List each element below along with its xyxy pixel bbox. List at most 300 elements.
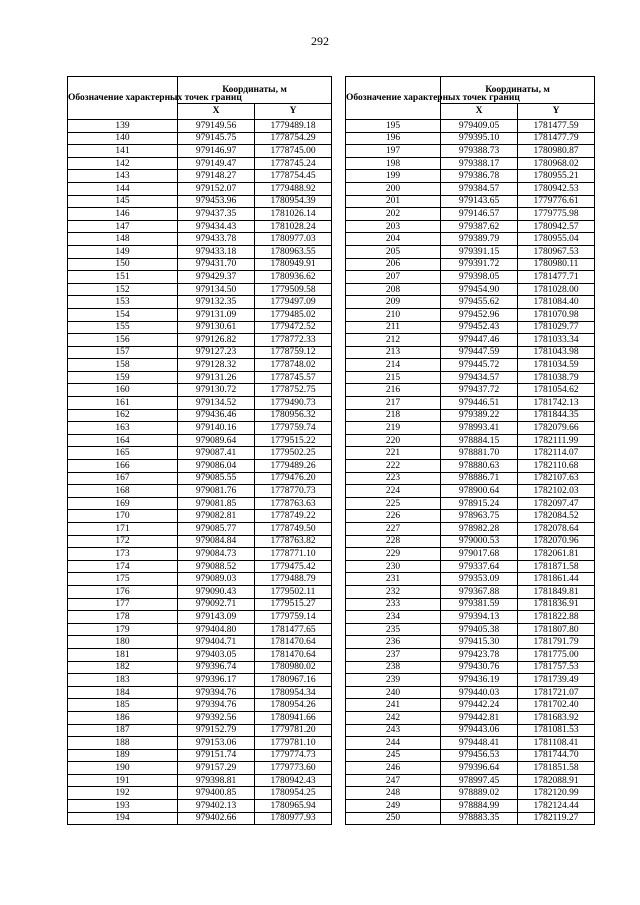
y-coordinate-cell: 1781070.98: [518, 308, 595, 321]
y-coordinate-cell: 1779489.18: [255, 120, 332, 133]
point-number-cell: 165: [68, 447, 178, 460]
x-coordinate-cell: 979084.84: [178, 535, 255, 548]
point-number-cell: 199: [346, 170, 441, 183]
point-number-cell: 217: [346, 397, 441, 410]
point-number-cell: 241: [346, 699, 441, 712]
y-coordinate-cell: 1779775.98: [518, 208, 595, 221]
table-row: [68, 271, 332, 284]
point-number-cell: 187: [68, 724, 178, 737]
y-coordinate-cell: 1781477.65: [255, 623, 332, 636]
table-row: [346, 195, 595, 208]
point-number-cell: 171: [68, 523, 178, 536]
x-coordinate-cell: 979396.74: [178, 661, 255, 674]
table-row: [346, 573, 595, 586]
y-coordinate-cell: 1780949.91: [255, 258, 332, 271]
y-coordinate-cell: 1781038.79: [518, 371, 595, 384]
y-coordinate-cell: 1781043.98: [518, 346, 595, 359]
x-coordinate-cell: 978880.63: [441, 460, 518, 473]
table-row: [68, 573, 332, 586]
x-coordinate-cell: 979353.09: [441, 573, 518, 586]
point-number-cell: 225: [346, 497, 441, 510]
x-coordinate-cell: 979447.59: [441, 346, 518, 359]
table-row: [68, 724, 332, 737]
header-point-label: Обозначение характерных точек границ: [346, 77, 441, 120]
point-number-cell: 142: [68, 157, 178, 170]
table-row: [68, 472, 332, 485]
y-coordinate-cell: 1782107.63: [518, 472, 595, 485]
point-number-cell: 243: [346, 724, 441, 737]
table-row: [68, 699, 332, 712]
point-number-cell: 216: [346, 384, 441, 397]
table-row: [68, 535, 332, 548]
x-coordinate-cell: 979440.03: [441, 686, 518, 699]
table-row: [346, 258, 595, 271]
table-row: [346, 737, 595, 750]
table-row: [346, 346, 595, 359]
x-coordinate-cell: 979152.79: [178, 724, 255, 737]
x-coordinate-cell: 979446.51: [441, 397, 518, 410]
x-coordinate-cell: 979391.15: [441, 245, 518, 258]
y-coordinate-cell: 1778745.57: [255, 371, 332, 384]
point-number-cell: 228: [346, 535, 441, 548]
table-row: [68, 371, 332, 384]
table-row: [346, 283, 595, 296]
point-number-cell: 167: [68, 472, 178, 485]
table-row: [346, 182, 595, 195]
y-coordinate-cell: 1779509.58: [255, 283, 332, 296]
table-row: [68, 623, 332, 636]
y-coordinate-cell: 1780954.25: [255, 787, 332, 800]
y-coordinate-cell: 1781849.81: [518, 585, 595, 598]
x-coordinate-cell: 979089.03: [178, 573, 255, 586]
y-coordinate-cell: 1779759.74: [255, 422, 332, 435]
point-number-cell: 247: [346, 774, 441, 787]
y-coordinate-cell: 1781477.59: [518, 120, 595, 133]
x-coordinate-cell: 978886.71: [441, 472, 518, 485]
y-coordinate-cell: 1780942.43: [255, 774, 332, 787]
table-row: [68, 170, 332, 183]
x-coordinate-cell: 979389.22: [441, 409, 518, 422]
y-coordinate-cell: 1778745.00: [255, 145, 332, 158]
table-row: [346, 686, 595, 699]
table-row: [346, 661, 595, 674]
point-number-cell: 222: [346, 460, 441, 473]
x-coordinate-cell: 979434.57: [441, 371, 518, 384]
point-number-cell: 160: [68, 384, 178, 397]
table-row: [68, 120, 332, 133]
y-coordinate-cell: 1781851.58: [518, 762, 595, 775]
y-coordinate-cell: 1781807.80: [518, 623, 595, 636]
point-number-cell: 153: [68, 296, 178, 309]
point-number-cell: 211: [346, 321, 441, 334]
point-number-cell: 244: [346, 737, 441, 750]
y-coordinate-cell: 1781084.40: [518, 296, 595, 309]
x-coordinate-cell: 979131.09: [178, 308, 255, 321]
x-coordinate-cell: 979436.19: [441, 674, 518, 687]
x-coordinate-cell: 979445.72: [441, 359, 518, 372]
point-number-cell: 213: [346, 346, 441, 359]
x-coordinate-cell: 979090.43: [178, 585, 255, 598]
x-coordinate-cell: 979453.96: [178, 195, 255, 208]
y-coordinate-cell: 1778754.45: [255, 170, 332, 183]
y-coordinate-cell: 1778754.29: [255, 132, 332, 145]
x-coordinate-cell: 979388.17: [441, 157, 518, 170]
table-row: [346, 523, 595, 536]
point-number-cell: 240: [346, 686, 441, 699]
table-row: [346, 334, 595, 347]
x-coordinate-cell: 979132.35: [178, 296, 255, 309]
x-coordinate-cell: 979395.10: [441, 132, 518, 145]
x-coordinate-cell: 979082.81: [178, 510, 255, 523]
x-coordinate-cell: 979398.81: [178, 774, 255, 787]
point-number-cell: 164: [68, 434, 178, 447]
x-coordinate-cell: 979081.76: [178, 485, 255, 498]
point-number-cell: 221: [346, 447, 441, 460]
table-row: [68, 321, 332, 334]
table-row: [68, 434, 332, 447]
table-row: [68, 258, 332, 271]
y-coordinate-cell: 1781744.70: [518, 749, 595, 762]
point-number-cell: 144: [68, 182, 178, 195]
table-row: [68, 157, 332, 170]
point-number-cell: 178: [68, 611, 178, 624]
point-number-cell: 191: [68, 774, 178, 787]
x-coordinate-cell: 979146.57: [441, 208, 518, 221]
header-x: X: [178, 103, 255, 119]
y-coordinate-cell: 1781721.07: [518, 686, 595, 699]
y-coordinate-cell: 1781822.88: [518, 611, 595, 624]
point-number-cell: 197: [346, 145, 441, 158]
y-coordinate-cell: 1779488.79: [255, 573, 332, 586]
point-number-cell: 148: [68, 233, 178, 246]
point-number-cell: 186: [68, 711, 178, 724]
x-coordinate-cell: 979152.07: [178, 182, 255, 195]
point-number-cell: 193: [68, 800, 178, 813]
point-number-cell: 192: [68, 787, 178, 800]
table-row: [346, 321, 595, 334]
table-row: [346, 749, 595, 762]
point-number-cell: 233: [346, 598, 441, 611]
y-coordinate-cell: 1779774.73: [255, 749, 332, 762]
table-row: [68, 145, 332, 158]
y-coordinate-cell: 1781775.00: [518, 648, 595, 661]
table-row: [346, 308, 595, 321]
point-number-cell: 206: [346, 258, 441, 271]
table-row: [346, 585, 595, 598]
y-coordinate-cell: 1780955.21: [518, 170, 595, 183]
point-number-cell: 245: [346, 749, 441, 762]
point-number-cell: 149: [68, 245, 178, 258]
table-row: [68, 346, 332, 359]
y-coordinate-cell: 1780954.26: [255, 699, 332, 712]
table-row: [68, 409, 332, 422]
table-row: [346, 359, 595, 372]
x-coordinate-cell: 979430.76: [441, 661, 518, 674]
point-number-cell: 145: [68, 195, 178, 208]
point-number-cell: 231: [346, 573, 441, 586]
x-coordinate-cell: 979404.71: [178, 636, 255, 649]
point-number-cell: 188: [68, 737, 178, 750]
y-coordinate-cell: 1778748.02: [255, 359, 332, 372]
point-number-cell: 201: [346, 195, 441, 208]
x-coordinate-cell: 979456.53: [441, 749, 518, 762]
y-coordinate-cell: 1782119.27: [518, 812, 595, 825]
point-number-cell: 205: [346, 245, 441, 258]
x-coordinate-cell: 979337.64: [441, 560, 518, 573]
x-coordinate-cell: 979084.73: [178, 548, 255, 561]
x-coordinate-cell: 979085.55: [178, 472, 255, 485]
x-coordinate-cell: 979126.82: [178, 334, 255, 347]
y-coordinate-cell: 1779773.60: [255, 762, 332, 775]
table-row: [346, 485, 595, 498]
point-number-cell: 166: [68, 460, 178, 473]
x-coordinate-cell: 979140.16: [178, 422, 255, 435]
table-row: [346, 120, 595, 133]
point-number-cell: 246: [346, 762, 441, 775]
y-coordinate-cell: 1779488.92: [255, 182, 332, 195]
y-coordinate-cell: 1780980.02: [255, 661, 332, 674]
x-coordinate-cell: 979145.75: [178, 132, 255, 145]
table-row: [68, 560, 332, 573]
x-coordinate-cell: 979404.80: [178, 623, 255, 636]
table-row: [346, 598, 595, 611]
x-coordinate-cell: 979400.85: [178, 787, 255, 800]
y-coordinate-cell: 1782124.44: [518, 800, 595, 813]
table-row: [68, 447, 332, 460]
table-row: [68, 460, 332, 473]
table-body-right: [346, 120, 595, 825]
x-coordinate-cell: 979367.88: [441, 585, 518, 598]
y-coordinate-cell: 1781739.49: [518, 674, 595, 687]
table-row: [68, 812, 332, 825]
point-number-cell: 202: [346, 208, 441, 221]
point-number-cell: 168: [68, 485, 178, 498]
table-row: [346, 787, 595, 800]
y-coordinate-cell: 1781836.91: [518, 598, 595, 611]
point-number-cell: 236: [346, 636, 441, 649]
point-number-cell: 229: [346, 548, 441, 561]
coordinates-table-left: [67, 76, 332, 825]
x-coordinate-cell: 979447.46: [441, 334, 518, 347]
table-row: [346, 296, 595, 309]
point-number-cell: 152: [68, 283, 178, 296]
x-coordinate-cell: 979130.72: [178, 384, 255, 397]
x-coordinate-cell: 979086.04: [178, 460, 255, 473]
x-coordinate-cell: 978993.41: [441, 422, 518, 435]
x-coordinate-cell: 979402.66: [178, 812, 255, 825]
x-coordinate-cell: 978889.02: [441, 787, 518, 800]
table-row: [346, 422, 595, 435]
table-row: [68, 674, 332, 687]
x-coordinate-cell: 979134.52: [178, 397, 255, 410]
point-number-cell: 158: [68, 359, 178, 372]
table-row: [346, 233, 595, 246]
table-row: [68, 233, 332, 246]
y-coordinate-cell: 1782120.99: [518, 787, 595, 800]
y-coordinate-cell: 1780965.94: [255, 800, 332, 813]
point-number-cell: 169: [68, 497, 178, 510]
table-row: [346, 271, 595, 284]
y-coordinate-cell: 1782114.07: [518, 447, 595, 460]
x-coordinate-cell: 979394.13: [441, 611, 518, 624]
table-row: [346, 434, 595, 447]
y-coordinate-cell: 1782061.81: [518, 548, 595, 561]
y-coordinate-cell: 1780963.55: [255, 245, 332, 258]
x-coordinate-cell: 979442.81: [441, 711, 518, 724]
point-number-cell: 223: [346, 472, 441, 485]
y-coordinate-cell: 1781028.00: [518, 283, 595, 296]
table-row: [346, 220, 595, 233]
x-coordinate-cell: 979386.78: [441, 170, 518, 183]
table-row: [68, 510, 332, 523]
table-row: [346, 170, 595, 183]
table-row: [68, 661, 332, 674]
table-row: [346, 145, 595, 158]
y-coordinate-cell: 1779759.14: [255, 611, 332, 624]
x-coordinate-cell: 979396.64: [441, 762, 518, 775]
x-coordinate-cell: 978915.24: [441, 497, 518, 510]
point-number-cell: 189: [68, 749, 178, 762]
point-number-cell: 147: [68, 220, 178, 233]
x-coordinate-cell: 979151.74: [178, 749, 255, 762]
y-coordinate-cell: 1778749.22: [255, 510, 332, 523]
y-coordinate-cell: 1782079.66: [518, 422, 595, 435]
table-row: [346, 674, 595, 687]
y-coordinate-cell: 1781054.62: [518, 384, 595, 397]
y-coordinate-cell: 1779497.09: [255, 296, 332, 309]
point-number-cell: 195: [346, 120, 441, 133]
point-number-cell: 174: [68, 560, 178, 573]
point-number-cell: 159: [68, 371, 178, 384]
table-row: [68, 737, 332, 750]
point-number-cell: 155: [68, 321, 178, 334]
point-number-cell: 141: [68, 145, 178, 158]
table-row: [68, 245, 332, 258]
table-row: [68, 359, 332, 372]
point-number-cell: 154: [68, 308, 178, 321]
y-coordinate-cell: 1781861.44: [518, 573, 595, 586]
x-coordinate-cell: 979389.79: [441, 233, 518, 246]
x-coordinate-cell: 979149.47: [178, 157, 255, 170]
y-coordinate-cell: 1782102.03: [518, 485, 595, 498]
header-coordinates: Координаты, м: [178, 77, 332, 104]
table-row: [68, 598, 332, 611]
y-coordinate-cell: 1779502.25: [255, 447, 332, 460]
header-y: Y: [255, 103, 332, 119]
table-row: [68, 182, 332, 195]
point-number-cell: 218: [346, 409, 441, 422]
x-coordinate-cell: 979442.24: [441, 699, 518, 712]
table-row: [346, 472, 595, 485]
table-row: [346, 157, 595, 170]
y-coordinate-cell: 1778752.75: [255, 384, 332, 397]
point-number-cell: 140: [68, 132, 178, 145]
table-row: [346, 409, 595, 422]
point-number-cell: 214: [346, 359, 441, 372]
x-coordinate-cell: 978982.28: [441, 523, 518, 536]
point-number-cell: 172: [68, 535, 178, 548]
table-row: [346, 648, 595, 661]
point-number-cell: 194: [68, 812, 178, 825]
point-number-cell: 219: [346, 422, 441, 435]
x-coordinate-cell: 979433.78: [178, 233, 255, 246]
table-row: [68, 308, 332, 321]
x-coordinate-cell: 979434.43: [178, 220, 255, 233]
point-number-cell: 209: [346, 296, 441, 309]
table-body-left: [68, 120, 332, 825]
y-coordinate-cell: 1778763.63: [255, 497, 332, 510]
point-number-cell: 226: [346, 510, 441, 523]
y-coordinate-cell: 1778772.33: [255, 334, 332, 347]
table-row: [68, 523, 332, 536]
y-coordinate-cell: 1782084.52: [518, 510, 595, 523]
x-coordinate-cell: 979452.43: [441, 321, 518, 334]
y-coordinate-cell: 1781742.13: [518, 397, 595, 410]
table-row: [346, 711, 595, 724]
point-number-cell: 157: [68, 346, 178, 359]
x-coordinate-cell: 979387.62: [441, 220, 518, 233]
x-coordinate-cell: 979085.77: [178, 523, 255, 536]
y-coordinate-cell: 1781029.77: [518, 321, 595, 334]
table-row: [346, 447, 595, 460]
table-row: [68, 397, 332, 410]
point-number-cell: 190: [68, 762, 178, 775]
y-coordinate-cell: 1780936.62: [255, 271, 332, 284]
y-coordinate-cell: 1779485.02: [255, 308, 332, 321]
y-coordinate-cell: 1778749.50: [255, 523, 332, 536]
header-coordinates: Координаты, м: [441, 77, 595, 104]
y-coordinate-cell: 1780941.66: [255, 711, 332, 724]
table-row: [346, 535, 595, 548]
point-number-cell: 177: [68, 598, 178, 611]
y-coordinate-cell: 1779776.61: [518, 195, 595, 208]
x-coordinate-cell: 979443.06: [441, 724, 518, 737]
y-coordinate-cell: 1781477.71: [518, 271, 595, 284]
x-coordinate-cell: 979131.26: [178, 371, 255, 384]
header-x: X: [441, 103, 518, 119]
y-coordinate-cell: 1780977.93: [255, 812, 332, 825]
x-coordinate-cell: 978881.70: [441, 447, 518, 460]
point-number-cell: 204: [346, 233, 441, 246]
y-coordinate-cell: 1781034.59: [518, 359, 595, 372]
y-coordinate-cell: 1781470.64: [255, 636, 332, 649]
x-coordinate-cell: 978997.45: [441, 774, 518, 787]
x-coordinate-cell: 979081.85: [178, 497, 255, 510]
y-coordinate-cell: 1778745.24: [255, 157, 332, 170]
x-coordinate-cell: 979391.72: [441, 258, 518, 271]
y-coordinate-cell: 1780955.04: [518, 233, 595, 246]
x-coordinate-cell: 979403.05: [178, 648, 255, 661]
y-coordinate-cell: 1779475.42: [255, 560, 332, 573]
y-coordinate-cell: 1781026.14: [255, 208, 332, 221]
x-coordinate-cell: 979429.37: [178, 271, 255, 284]
point-number-cell: 230: [346, 560, 441, 573]
table-row: [68, 749, 332, 762]
point-number-cell: 203: [346, 220, 441, 233]
x-coordinate-cell: 978883.35: [441, 812, 518, 825]
y-coordinate-cell: 1780954.34: [255, 686, 332, 699]
x-coordinate-cell: 979143.65: [441, 195, 518, 208]
x-coordinate-cell: 979128.32: [178, 359, 255, 372]
y-coordinate-cell: 1778770.73: [255, 485, 332, 498]
x-coordinate-cell: 979402.13: [178, 800, 255, 813]
x-coordinate-cell: 979409.05: [441, 120, 518, 133]
table-row: [346, 384, 595, 397]
table-row: [346, 460, 595, 473]
table-row: [68, 787, 332, 800]
point-number-cell: 161: [68, 397, 178, 410]
x-coordinate-cell: 979437.72: [441, 384, 518, 397]
